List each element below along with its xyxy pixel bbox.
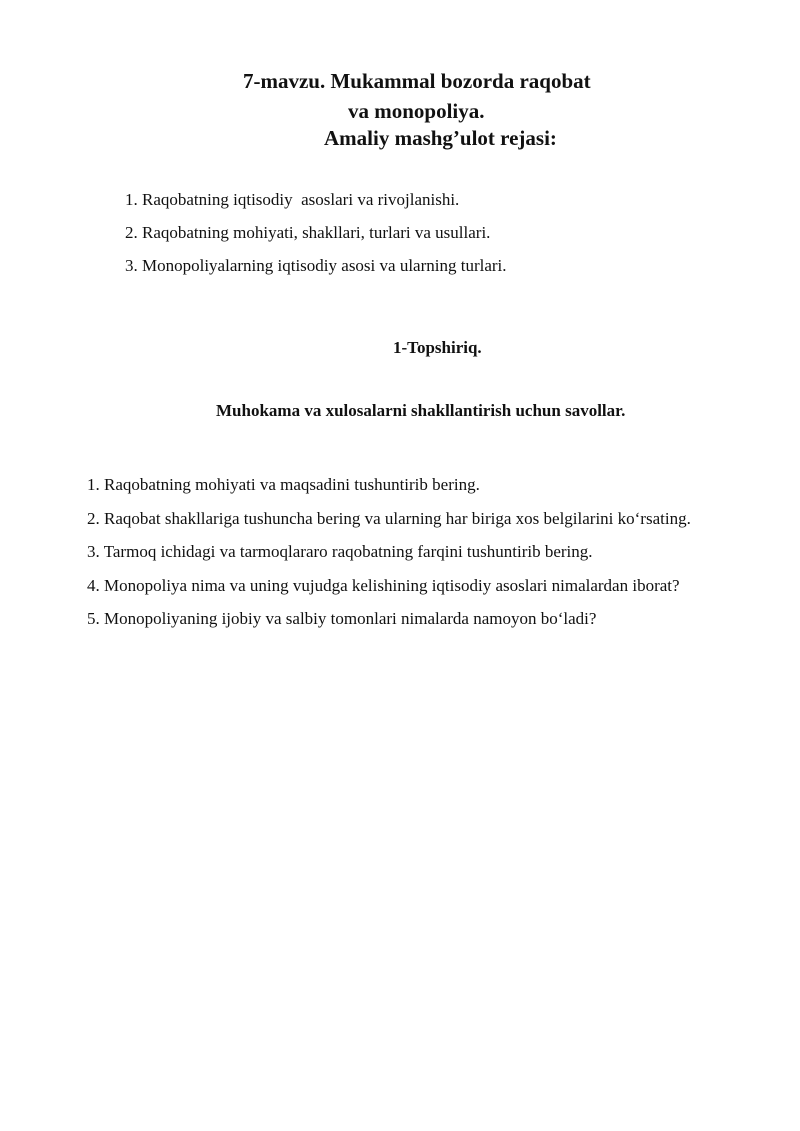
task-heading: 1-Topshiriq.: [393, 338, 482, 357]
document-title-line-1: 7-mavzu. Mukammal bozorda raqobat: [243, 69, 591, 93]
plan-item: 1. Raqobatning iqtisodiy asoslari va rivojlanishi.: [125, 190, 460, 209]
question-item: 2. Raqobat shakllariga tushuncha bering va ularning har biriga xos belgilarini ko‘rsating.: [87, 509, 691, 528]
question-item: 4. Monopoliya nima va uning vujudga kelishining iqtisodiy asoslari nimalardan iborat?: [87, 576, 680, 595]
question-item: 1. Raqobatning mohiyati va maqsadini tushuntirib bering.: [87, 475, 480, 494]
document-title-line-2: va monopoliya.: [348, 99, 485, 123]
question-item: 5. Monopoliyaning ijobiy va salbiy tomonlari nimalarda namoyon bo‘ladi?: [87, 609, 597, 628]
plan-item: 2. Raqobatning mohiyati, shakllari, turlari va usullari.: [125, 223, 491, 242]
plan-item: 3. Monopoliyalarning iqtisodiy asosi va ularning turlari.: [125, 256, 507, 275]
document-subtitle: Amaliy mashg’ulot rejasi:: [324, 126, 557, 150]
questions-heading: Muhokama va xulosalarni shakllantirish uchun savollar.: [216, 401, 626, 420]
question-item: 3. Tarmoq ichidagi va tarmoqlararo raqobatning farqini tushuntirib bering.: [87, 542, 593, 561]
